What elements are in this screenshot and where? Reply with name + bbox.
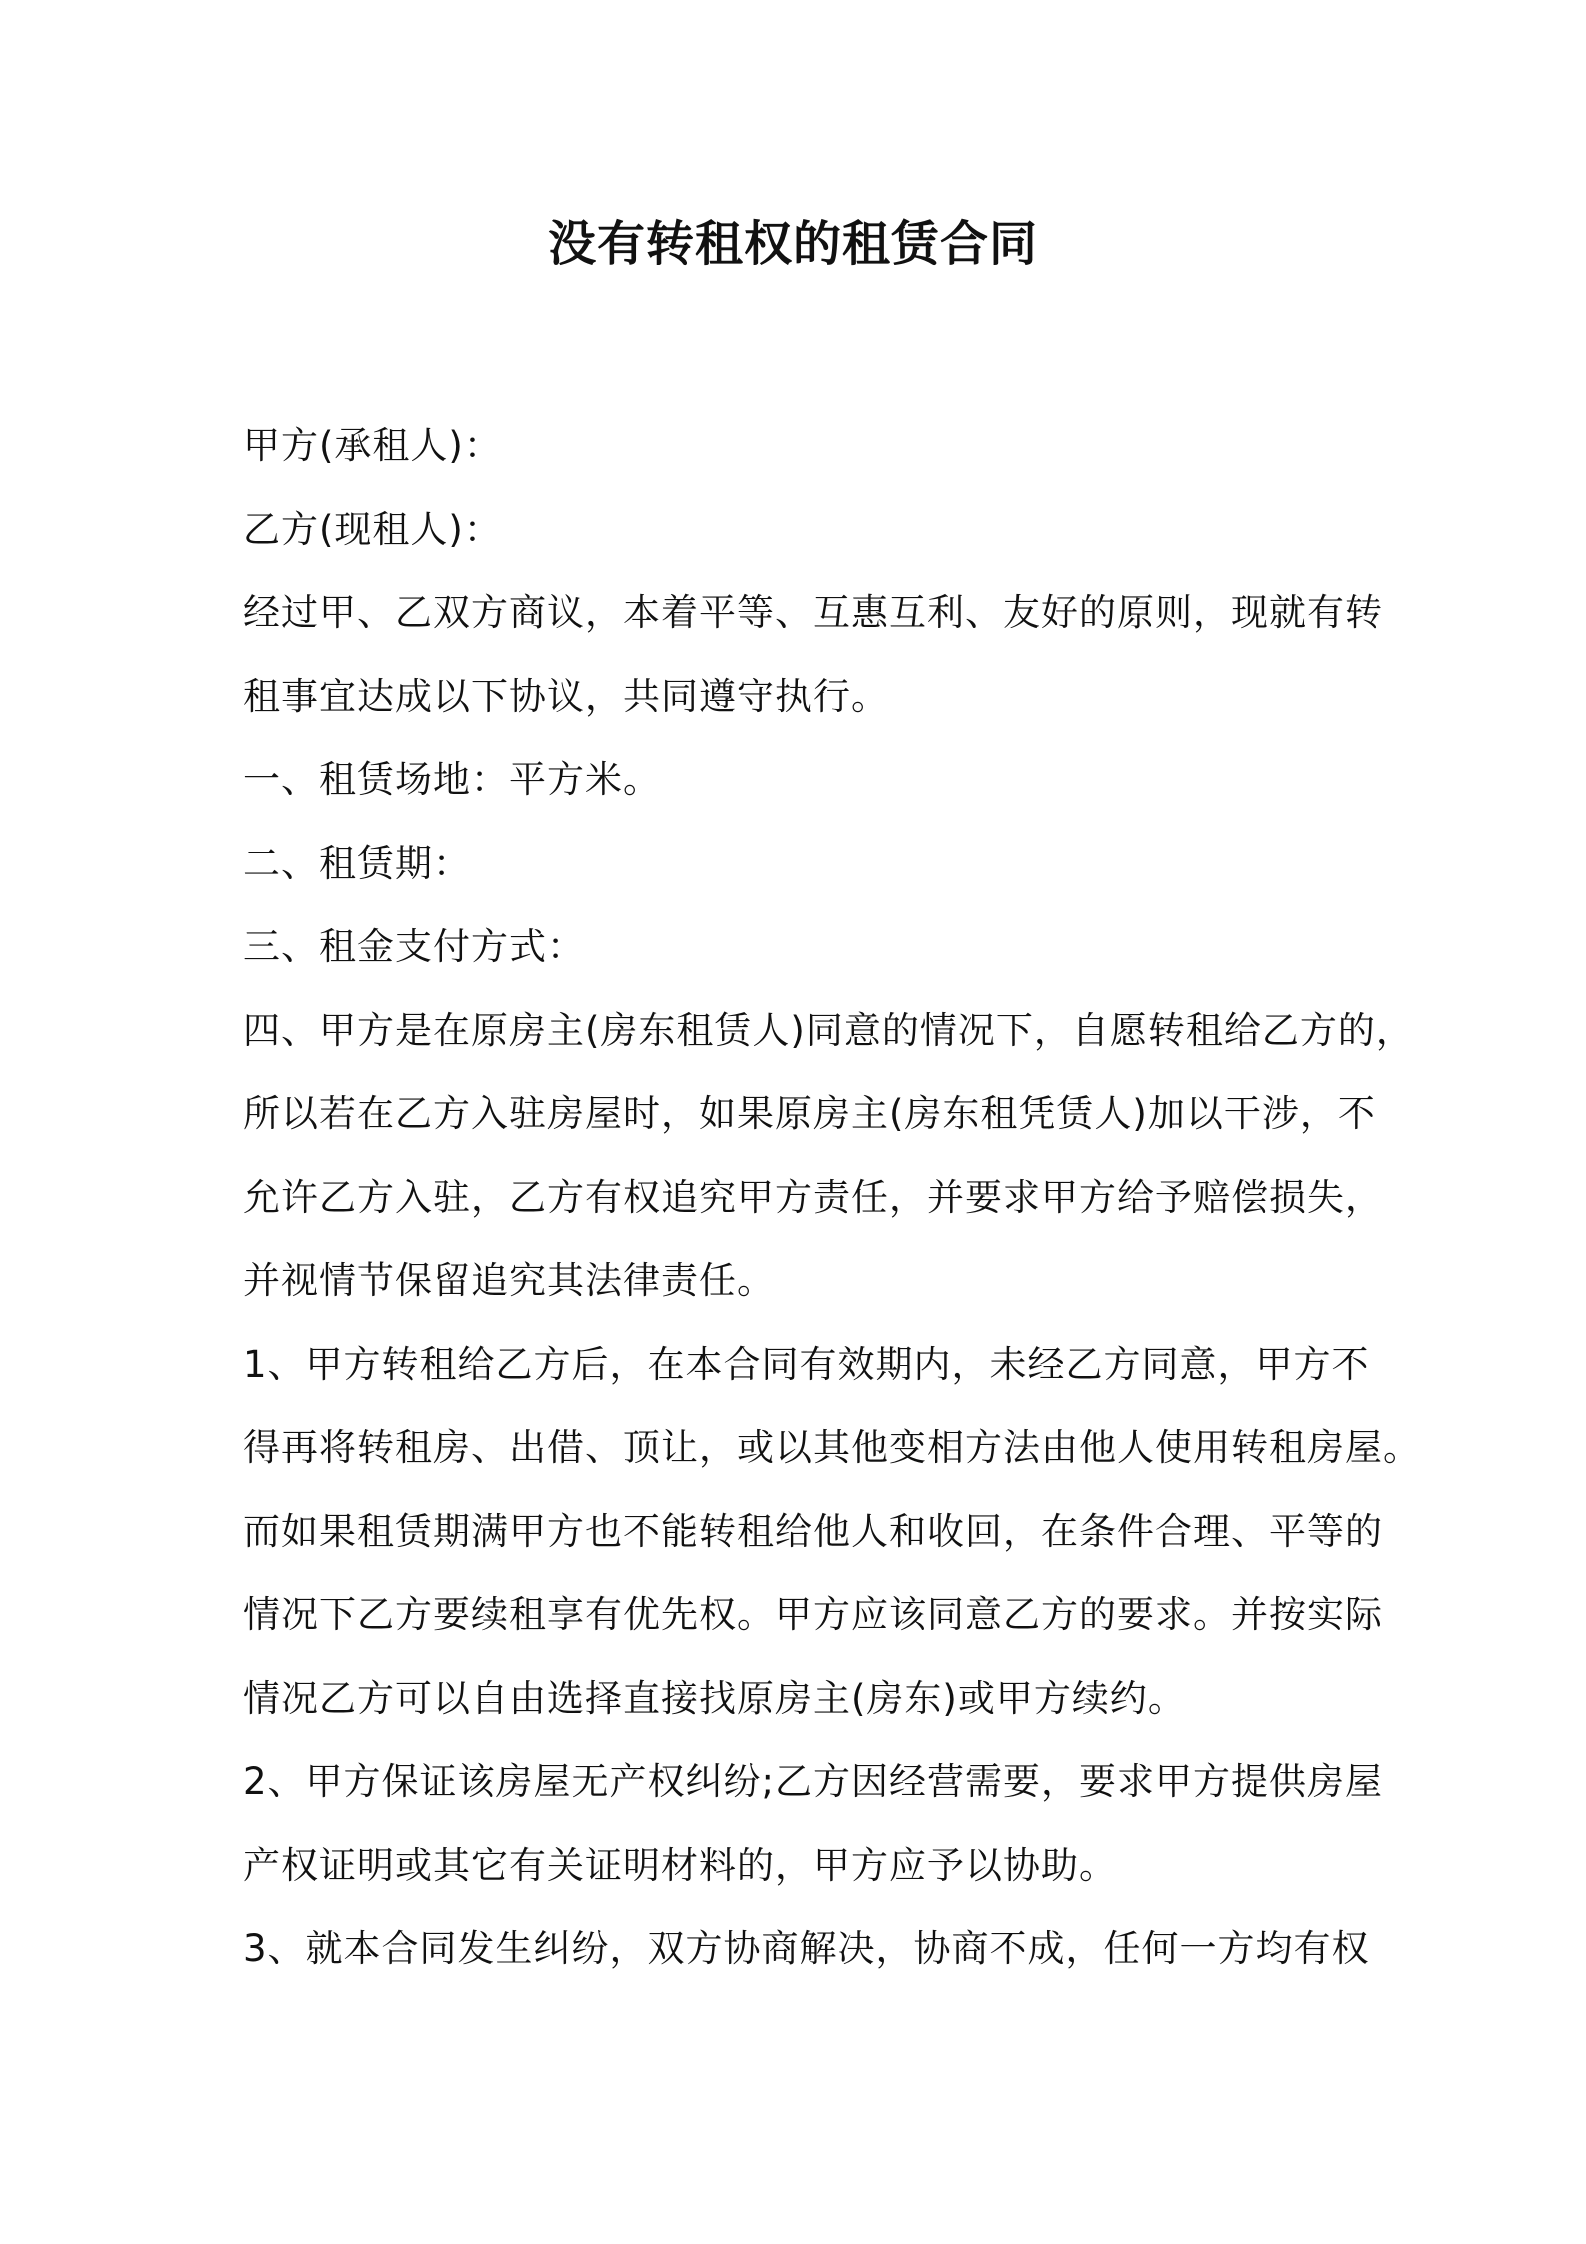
item-one-line: 情况乙方可以自由选择直接找原房主(房东)或甲方续约。	[243, 1676, 1186, 1720]
item-two-line: 产权证明或其它有关证明材料的，甲方应予以协助。	[243, 1843, 1117, 1887]
item-two-line: 2、甲方保证该房屋无产权纠纷;乙方因经营需要，要求甲方提供房屋	[243, 1760, 1384, 1803]
item-one-line: 得再将转租房、出借、顶让，或以其他变相方法由他人使用转租房屋。	[243, 1426, 1421, 1469]
document-body	[243, 404, 1421, 1991]
item-one-line: 而如果租赁期满甲方也不能转租给他人和收回，在条件合理、平等的	[243, 1509, 1383, 1553]
preamble-line: 租事宜达成以下协议，共同遵守执行。	[243, 674, 889, 718]
clause-four-line: 四、甲方是在原房主(房东租赁人)同意的情况下，自愿转租给乙方的，	[243, 1008, 1414, 1052]
preamble-line: 经过甲、乙双方商议，本着平等、互惠互利、友好的原则，现就有转	[243, 591, 1383, 634]
party-b-line: 乙方(现租人)：	[243, 507, 502, 551]
item-three-line: 3、就本合同发生纠纷，双方协商解决，协商不成，任何一方均有权	[243, 1927, 1370, 1970]
party-a-line: 甲方(承租人)：	[243, 424, 502, 467]
item-one-line: 1、甲方转租给乙方后，在本合同有效期内，未经乙方同意，甲方不	[243, 1342, 1370, 1386]
clause-three-line: 三、租金支付方式：	[243, 925, 585, 968]
clause-four-line: 所以若在乙方入驻房屋时，如果原房主(房东租凭赁人)加以干涉，不	[243, 1092, 1376, 1135]
clause-two-line: 二、租赁期：	[243, 841, 471, 885]
document-title: 没有转租权的租赁合同	[547, 216, 1038, 272]
clause-four-line: 允许乙方入驻，乙方有权追究甲方责任，并要求甲方给予赔偿损失，	[243, 1175, 1383, 1219]
item-one-line: 情况下乙方要续租享有优先权。甲方应该同意乙方的要求。并按实际	[243, 1593, 1383, 1636]
clause-four-line: 并视情节保留追究其法律责任。	[243, 1259, 775, 1302]
clause-one-line: 一、租赁场地：平方米。	[243, 758, 661, 801]
